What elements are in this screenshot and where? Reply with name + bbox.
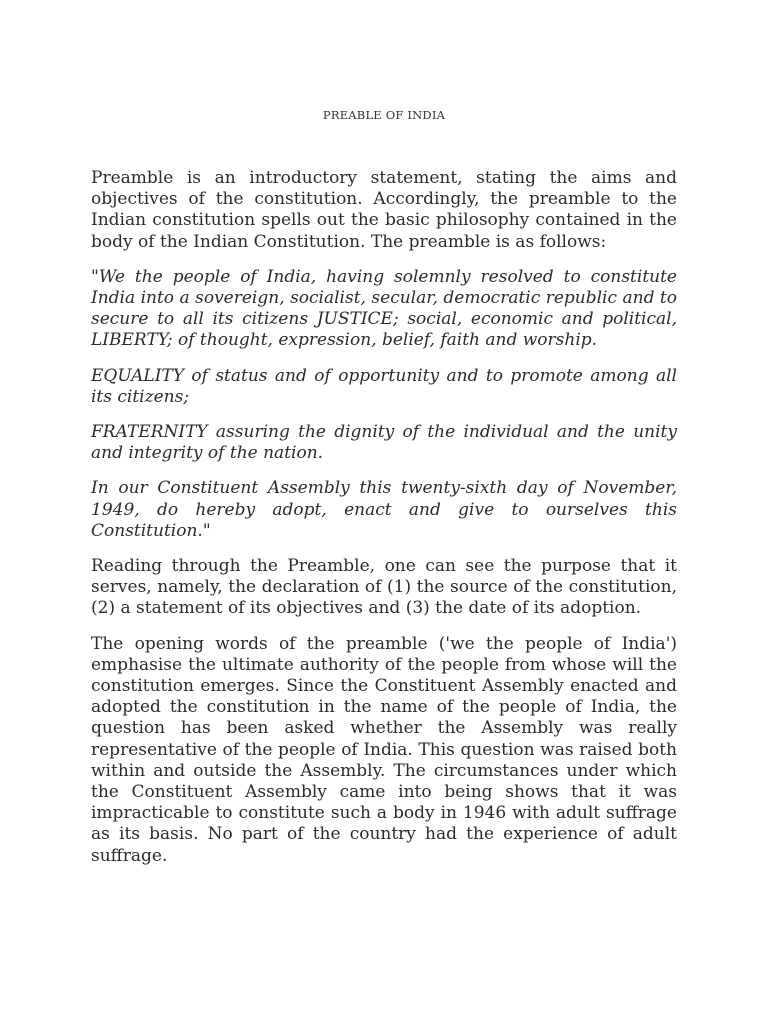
preamble-quote-fraternity: FRATERNITY assuring the dignity of the individual and the unity and integrity of the nation. (91, 422, 677, 464)
preamble-quote-equality: EQUALITY of status and of opportunity and to promote among all its citizens; (91, 365, 677, 407)
preamble-quote-justice-liberty: "We the people of India, having solemnly resolved to constitute India into a sovereign, socialist, secular, democratic republic and to secure to all its citizens JUSTICE; social, economic and political, LIBERTY; of thought, expression, belief, faith and worship. (91, 266, 677, 351)
intro-paragraph: Preamble is an introductory statement, stating the aims and objectives of the constitution. Accordingly, the preamble to the Indian constitution spells out the basic philosophy contained in the body of the Indian Constitution. The preamble is as follows: (91, 168, 677, 252)
document-title: PREABLE OF INDIA (322, 108, 446, 122)
purpose-paragraph: Reading through the Preamble, one can see the purpose that it serves, namely, the declaration of (1) the source of the constitution, (2) a statement of its objectives and (3) the date of its adoption. (91, 556, 677, 619)
document-body (91, 168, 677, 881)
preamble-quote-adoption: In our Constituent Assembly this twenty-sixth day of November, 1949, do hereby adopt, enact and give to ourselves this Constitution." (91, 478, 677, 541)
opening-words-paragraph: The opening words of the preamble ('we the people of India') emphasise the ultimate authority of the people from whose will the constitution emerges. Since the Constituent Assembly enacted and adopted the constitution in the name of the people of India, the question has been asked whether the Assembly was really representative of the people of India. This question was raised both within and outside the Assembly. The circumstances under which the Constituent Assembly came into being shows that it was impracticable to constitute such a body in 1946 with adult suffrage as its basis. No part of the country had the experience of adult suffrage. (91, 633, 677, 866)
